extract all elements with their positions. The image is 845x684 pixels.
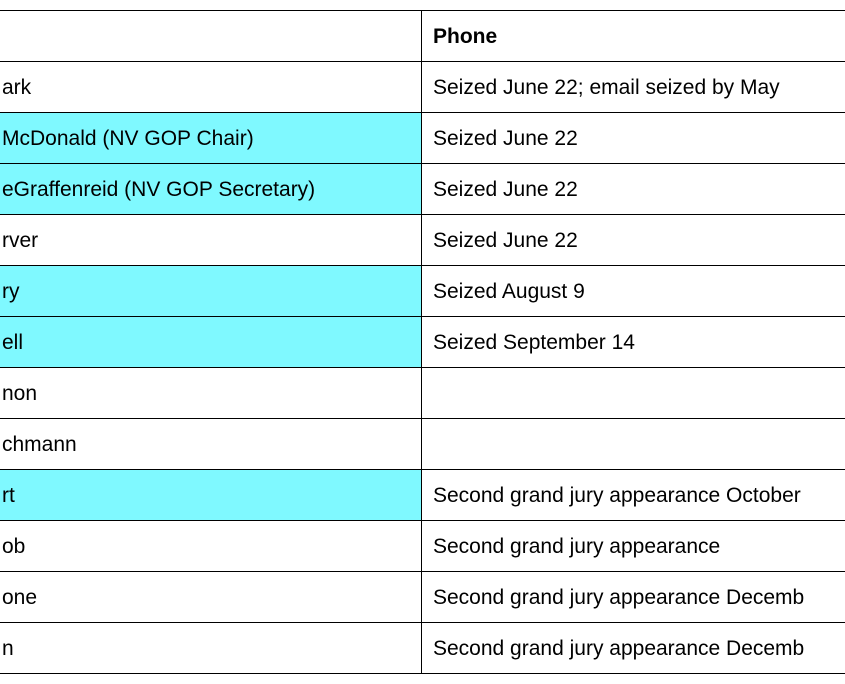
person-cell: ark [0, 62, 422, 113]
table-row [0, 368, 845, 419]
table-row [0, 572, 845, 623]
table-row [0, 317, 845, 368]
phone-cell: Second grand jury appearance Decemb [422, 572, 845, 623]
phone-cell: Seized June 22 [422, 113, 845, 164]
person-cell: ell [0, 317, 422, 368]
table-row [0, 215, 845, 266]
table-row [0, 419, 845, 470]
person-cell: non [0, 368, 422, 419]
phone-cell: Second grand jury appearance [422, 521, 845, 572]
phone-cell: Second grand jury appearance Decemb [422, 623, 845, 674]
table-row [0, 470, 845, 521]
phone-cell: Seized June 22 [422, 215, 845, 266]
phone-cell: Second grand jury appearance October [422, 470, 845, 521]
table-row [0, 164, 845, 215]
phone-cell [422, 419, 845, 470]
document-table-container [0, 10, 845, 674]
phone-cell [422, 368, 845, 419]
person-cell: ry [0, 266, 422, 317]
table-row [0, 623, 845, 674]
seizure-table [0, 10, 845, 674]
person-cell: McDonald (NV GOP Chair) [0, 113, 422, 164]
person-cell: ob [0, 521, 422, 572]
table-header-row [0, 11, 845, 62]
person-cell: rver [0, 215, 422, 266]
header-phone: Phone [422, 11, 845, 62]
table-body [0, 62, 845, 674]
phone-cell: Seized August 9 [422, 266, 845, 317]
table-row [0, 266, 845, 317]
person-cell: rt [0, 470, 422, 521]
header-person [0, 11, 422, 62]
person-cell: one [0, 572, 422, 623]
table-row [0, 521, 845, 572]
phone-cell: Seized June 22 [422, 164, 845, 215]
person-cell: eGraffenreid (NV GOP Secretary) [0, 164, 422, 215]
phone-cell: Seized June 22; email seized by May [422, 62, 845, 113]
table-row [0, 62, 845, 113]
person-cell: n [0, 623, 422, 674]
phone-cell: Seized September 14 [422, 317, 845, 368]
table-row [0, 113, 845, 164]
person-cell: chmann [0, 419, 422, 470]
